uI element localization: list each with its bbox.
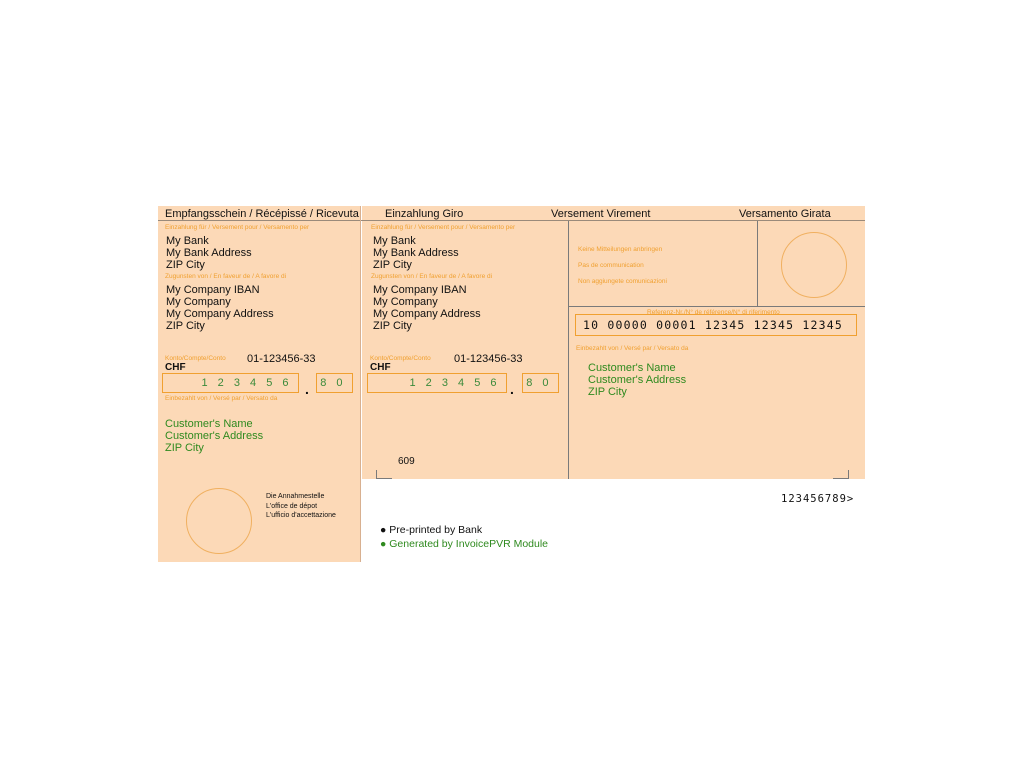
in-favour-of-label: Zugunsten von / En faveur de / A favore di	[165, 273, 287, 280]
customer-address-2: Customer's Address	[588, 374, 687, 386]
reference-number: 10 00000 00001 12345 12345 12345	[583, 318, 843, 332]
amount-francs-2: 1 2 3 4 5 6	[409, 377, 500, 389]
bank-address-2: My Bank Address	[373, 247, 459, 259]
giro-title-de: Einzahlung Giro	[385, 208, 464, 220]
legend-preprinted	[380, 524, 482, 536]
bank-city-2: ZIP City	[373, 259, 412, 271]
account-label: Konto/Compte/Conto	[165, 355, 226, 362]
company-address: My Company Address	[166, 308, 274, 320]
currency-2: CHF	[370, 362, 391, 373]
notes-label-it: Non aggiungete comunicazioni	[578, 278, 667, 285]
company-address-2: My Company Address	[373, 308, 481, 320]
office-label-it: L'ufficio d'accettazione	[266, 512, 336, 519]
customer-name: Customer's Name	[165, 418, 253, 430]
amount-separator: .	[305, 381, 309, 397]
company-name-2: My Company	[373, 296, 438, 308]
bullet-green-icon: ●	[380, 538, 387, 550]
customer-city-2: ZIP City	[588, 386, 627, 398]
legend-generated	[380, 538, 548, 550]
notes-divider	[757, 221, 758, 306]
notes-bottom-line	[569, 306, 865, 307]
office-label-fr: L'office de dépot	[266, 502, 318, 510]
company-city: ZIP City	[166, 320, 205, 332]
notes-label-fr: Pas de communication	[578, 262, 644, 269]
coding-line: 123456789>	[781, 493, 855, 505]
bank-name: My Bank	[166, 235, 209, 247]
amount-separator-2: .	[510, 381, 514, 397]
customer-city: ZIP City	[165, 442, 204, 454]
company-name: My Company	[166, 296, 231, 308]
amount-cents-2: 8 0	[526, 377, 552, 389]
amount-francs: 1 2 3 4 5 6	[201, 377, 292, 389]
stamp-circle-receipt	[186, 488, 252, 554]
bank-name-2: My Bank	[373, 235, 416, 247]
customer-name-2: Customer's Name	[588, 362, 676, 374]
reference-label: Referenz-Nr./N° de référence/N° di riferimento	[647, 309, 780, 316]
company-iban-2: My Company IBAN	[373, 284, 467, 296]
paid-by-label: Einbezahlt von / Versé par / Versato da	[165, 395, 278, 402]
header-divider	[158, 220, 865, 221]
corner-tick-left-h	[376, 478, 392, 479]
deposit-for-label-2: Einzahlung für / Versement pour / Versamento per	[371, 224, 516, 231]
company-iban: My Company IBAN	[166, 284, 260, 296]
account-number: 01-123456-33	[247, 353, 316, 365]
amount-cents: 8 0	[320, 377, 346, 389]
notes-label-de: Keine Mitteilungen anbringen	[578, 246, 663, 253]
payment-divider	[568, 221, 569, 479]
bank-address: My Bank Address	[166, 247, 252, 259]
paid-by-label-2: Einbezahlt von / Versé par / Versato da	[576, 345, 689, 352]
account-number-2: 01-123456-33	[454, 353, 523, 365]
legend-generated-text: Generated by InvoicePVR Module	[389, 538, 549, 550]
giro-title-it: Versamento Girata	[739, 208, 831, 220]
giro-title-fr: Versement Virement	[551, 208, 651, 220]
bank-city: ZIP City	[166, 259, 205, 271]
stamp-circle-payment	[781, 232, 847, 298]
currency: CHF	[165, 362, 186, 373]
receipt-title: Empfangsschein / Récépissé / Ricevuta	[165, 208, 359, 220]
office-label	[266, 492, 336, 521]
bullet-black-icon: ●	[380, 524, 387, 536]
company-city-2: ZIP City	[373, 320, 412, 332]
customer-address: Customer's Address	[165, 430, 264, 442]
corner-tick-right-h	[833, 478, 849, 479]
receipt-divider	[360, 206, 361, 562]
account-label-2: Konto/Compte/Conto	[370, 355, 431, 362]
deposit-for-label: Einzahlung für / Versement pour / Versamento per	[165, 224, 310, 231]
office-label-de: Die Annahmestelle	[266, 493, 325, 500]
in-favour-of-label-2: Zugunsten von / En faveur de / A favore di	[371, 273, 493, 280]
legend-preprinted-text: Pre-printed by Bank	[389, 524, 483, 536]
code-609: 609	[398, 456, 415, 467]
